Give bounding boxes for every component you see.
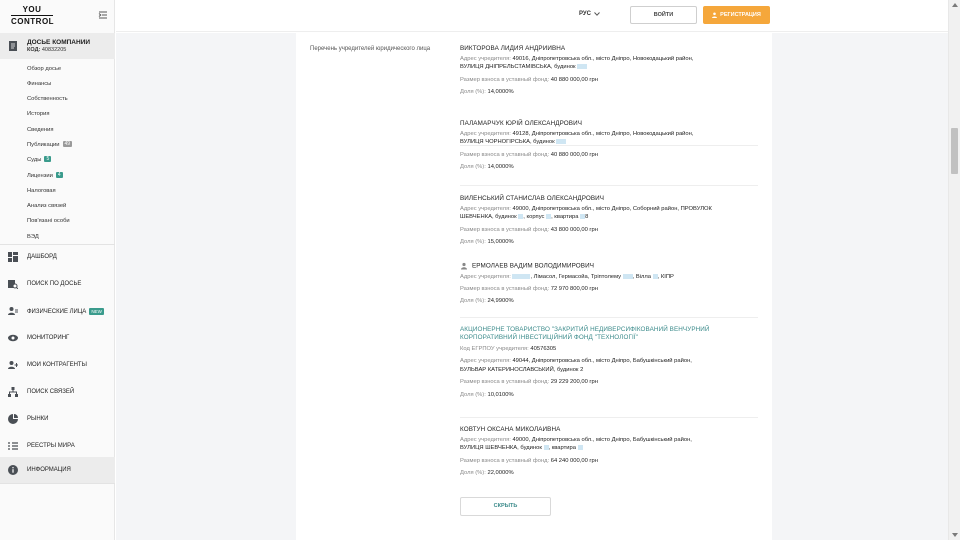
address-villa: , Вілла — [632, 273, 652, 280]
founder-contribution — [460, 226, 756, 234]
address-key: Адрес учредителя: — [460, 437, 511, 443]
founder-name: ЕРМОЛАЕВ ВАДИМ ВОЛОДИМИРОВИЧ — [472, 262, 595, 270]
founder-entry — [460, 120, 756, 172]
contribution-key: Размер взноса в уставный фонд: — [460, 151, 550, 158]
markets-icon — [8, 414, 18, 424]
connections-icon — [8, 387, 18, 397]
sidebar — [0, 0, 115, 540]
user-plus-icon — [712, 12, 718, 18]
sidebar-item-courts[interactable] — [27, 156, 51, 164]
address-line1: , Лімасол, Гермасойа, Тріптолему — [530, 273, 622, 280]
share-value: 14,0000% — [487, 164, 514, 171]
scrollbar-thumb[interactable] — [951, 128, 958, 174]
sidebar-divider — [0, 483, 115, 484]
founder-entry — [460, 262, 756, 306]
founder-address — [460, 357, 756, 365]
dashboard-icon — [8, 252, 18, 262]
address-line2: ВУЛИЦЯ ЧОРНОГІРСЬКА, будинок — [460, 139, 555, 146]
founder-name: ВИЛЕНСЬКИЙ СТАНИСЛАВ ОЛЕКСАНДРОВИЧ — [460, 195, 605, 202]
founder-entry — [460, 45, 756, 97]
founder-name: ВИКТОРОВА ЛИДИЯ АНДРИИВНА — [460, 45, 566, 52]
sidebar-item-persons[interactable] — [0, 298, 115, 324]
sidebar-item-information[interactable] — [0, 457, 115, 483]
collapse-menu-icon[interactable] — [98, 10, 108, 20]
founder-edrpou — [460, 345, 756, 353]
address-apartment: , квартира — [548, 445, 576, 452]
address-key: Адрес учредителя: — [460, 131, 511, 137]
top-header — [116, 0, 948, 32]
main-content — [116, 33, 948, 540]
address-line2: ВУЛИЦЯ ДНІПРЕЛЬСТАМІВСЬКА, будинок — [460, 64, 576, 71]
contractors-icon — [8, 360, 18, 370]
logo-line2: CONTROL — [11, 17, 55, 26]
address-line1: 49044, Дніпропетровська обл., місто Дніпро, Бабушкінський район, — [512, 358, 692, 365]
persons-icon — [8, 306, 18, 316]
dossier-code-value: 40832205 — [41, 47, 67, 53]
founder-address-2 — [460, 366, 756, 374]
address-line1: 49128, Дніпропетровська обл., місто Дніпро, Новокодацький район, — [512, 131, 694, 137]
share-key: Доля (%): — [460, 164, 486, 171]
hidden-value — [556, 139, 566, 144]
sidebar-item-ved[interactable]: ВЭД — [27, 234, 39, 240]
courts-count-badge: 5 — [46, 156, 50, 163]
contribution-key: Размер взноса в уставный фонд: — [460, 226, 550, 233]
founder-address-2 — [460, 444, 756, 452]
registries-icon — [8, 441, 18, 451]
publications-count-badge: 49 — [64, 141, 71, 148]
register-label: РЕГИСТРАЦИЯ — [720, 12, 761, 18]
contribution-key: Размер взноса в уставный фонд: — [460, 76, 550, 83]
address-key: Адрес учредителя: — [460, 206, 511, 212]
persons-label: ФИЗИЧЕСКИЕ ЛИЦА — [27, 309, 87, 316]
dossier-code-label: КОД: — [27, 47, 41, 53]
sidebar-item-property[interactable]: Собственность — [27, 96, 68, 102]
founder-share — [460, 297, 756, 305]
founder-share — [460, 163, 756, 171]
sidebar-item-label: ПОИСК СВЯЗЕЙ — [27, 389, 75, 395]
address-line2: ШЕВЧЕНКА, будинок — [460, 214, 517, 221]
sidebar-item-monitoring[interactable] — [0, 325, 115, 351]
founder-name: КОВТУН ОКСАНА МИКОЛАИВНА — [460, 426, 561, 433]
new-badge: NEW — [91, 309, 102, 314]
address-apartment: , квартира — [551, 214, 579, 221]
language-selector[interactable]: РУС — [579, 11, 591, 17]
founder-share — [460, 238, 756, 246]
founder-contribution — [460, 457, 756, 465]
founder-share — [460, 469, 756, 477]
founder-name-row — [460, 262, 756, 271]
founder-share — [460, 391, 756, 399]
founder-name: ПАЛАМАРЧУК ЮРІЙ ОЛЕКСАНДРОВИЧ — [460, 120, 583, 127]
sidebar-item-label: РЫНКИ — [27, 416, 49, 422]
founder-address — [460, 130, 756, 138]
founder-address-2 — [460, 213, 756, 221]
sidebar-item-label: РЕЕСТРЫ МИРА — [27, 443, 75, 449]
share-key: Доля (%): — [460, 391, 486, 398]
person-icon — [460, 262, 468, 270]
share-value: 24,9900% — [487, 298, 514, 305]
sidebar-dossier-header[interactable] — [0, 33, 115, 59]
scroll-down-arrow[interactable] — [952, 533, 958, 537]
edrpou-key: Код ЕГРПОУ учредителя: — [460, 346, 529, 352]
address-corpus: , корпус — [523, 214, 545, 221]
entry-divider — [460, 417, 758, 418]
sidebar-item-label: МОИ КОНТРАГЕНТЫ — [27, 362, 87, 368]
logo[interactable] — [11, 5, 53, 27]
sidebar-item-label: Лицензии — [27, 173, 53, 179]
sidebar-item-world-registries[interactable] — [0, 433, 115, 459]
contribution-value: 40 880 000,00 грн — [550, 76, 598, 83]
founder-contribution — [460, 76, 756, 84]
sidebar-item-history[interactable]: История — [27, 111, 50, 117]
logo-line1: YOU — [22, 5, 42, 14]
share-value: 14,0000% — [487, 89, 514, 96]
sidebar-item-link-analysis[interactable]: Анализ связей — [27, 203, 67, 209]
document-icon — [8, 40, 18, 52]
address-line1: 49016, Дніпропетровська обл., місто Дніпро, Новокодацький район, — [512, 56, 694, 62]
hidden-value — [512, 274, 530, 279]
share-value: 22,0000% — [487, 470, 514, 477]
hide-button[interactable]: СКРЫТЬ — [460, 497, 551, 516]
founder-address-2 — [460, 63, 756, 71]
founder-contribution — [460, 285, 756, 293]
dossier-code — [27, 47, 112, 54]
register-button[interactable] — [703, 6, 770, 24]
founder-contribution — [460, 378, 756, 386]
founder-contribution — [460, 151, 756, 159]
sidebar-item-overview[interactable]: Обзор досье — [27, 66, 62, 72]
sidebar-item-label: ПОИСК ПО ДОСЬЕ — [27, 281, 82, 287]
sidebar-item-contractors[interactable] — [0, 352, 115, 378]
address-apartment-no: 8 — [585, 214, 589, 221]
address-key: Адрес учредителя: — [460, 273, 511, 280]
founder-entry — [460, 195, 756, 247]
address-key: Адрес учредителя: — [460, 358, 511, 365]
address-line2: БУЛЬВАР КАТЕРИНОСЛАВСЬКИЙ, будинок 2 — [460, 366, 584, 373]
share-key: Доля (%): — [460, 89, 486, 96]
founders-card — [296, 33, 772, 540]
address-country: , КІПР — [657, 273, 674, 280]
sidebar-item-label: Публикации — [27, 142, 60, 148]
edrpou-value: 40576305 — [530, 346, 557, 352]
share-key: Доля (%): — [460, 298, 486, 305]
hidden-value — [577, 64, 587, 69]
sidebar-item-publications[interactable] — [27, 141, 72, 149]
sidebar-item-label: ИНФОРМАЦИЯ — [27, 467, 71, 473]
founder-address — [460, 273, 756, 281]
contribution-key: Размер взноса в уставный фонд: — [460, 457, 550, 464]
search-dossier-icon — [8, 279, 18, 289]
hidden-value — [578, 445, 583, 450]
info-icon — [8, 465, 18, 475]
contribution-value: 40 880 000,00 грн — [550, 151, 598, 158]
founder-address — [460, 436, 756, 444]
scroll-up-arrow[interactable] — [952, 3, 958, 7]
sidebar-item-label: Суды — [27, 157, 42, 163]
contribution-key: Размер взноса в уставный фонд: — [460, 379, 550, 386]
entry-divider — [460, 185, 758, 186]
company-name-line1: АКЦИОНЕРНЕ ТОВАРИСТВО "ЗАКРИТИЙ НЕДИВЕРСИФІКОВАНИЙ ВЕНЧУРНИЙ — [460, 326, 710, 333]
contribution-key: Размер взноса в уставный фонд: — [460, 286, 550, 293]
address-line2: ВУЛИЦЯ ШЕВЧЕНКА, будинок — [460, 445, 542, 452]
sidebar-item-markets[interactable] — [0, 406, 115, 432]
sidebar-item-label: ДАШБОРД — [27, 254, 57, 260]
sidebar-item-related-persons[interactable]: Пов'язані особи — [27, 218, 70, 224]
chevron-down-icon[interactable] — [594, 11, 600, 17]
founder-address-2 — [460, 138, 756, 146]
company-name-line2: КОРПОРАТИВНИЙ ІНВЕСТИЦІЙНИЙ ФОНД "ТЕХНОЛОГІЇ" — [460, 334, 638, 341]
sidebar-item-licenses[interactable] — [27, 172, 63, 180]
contribution-value: 72 970 800,00 грн — [550, 286, 598, 293]
sidebar-item-connections[interactable] — [0, 379, 115, 405]
founder-address — [460, 205, 756, 213]
address-line1: 49000, Дніпропетровська обл., місто Дніпро, Соборний район, ПРОВУЛОК — [512, 206, 712, 212]
sidebar-item-dashboard[interactable] — [0, 244, 115, 270]
contribution-value: 29 229 200,00 грн — [550, 379, 598, 386]
share-value: 10,0100% — [487, 391, 514, 398]
founder-share — [460, 88, 756, 96]
share-value: 15,0000% — [487, 239, 514, 246]
share-key: Доля (%): — [460, 239, 486, 246]
sidebar-item-tax[interactable]: Налоговая — [27, 188, 56, 194]
sidebar-item-info[interactable]: Сведения — [27, 127, 54, 133]
founder-address — [460, 55, 756, 63]
sidebar-item-finance[interactable]: Финансы — [27, 81, 52, 87]
contribution-value: 64 240 000,00 грн — [550, 457, 598, 464]
hidden-value — [623, 274, 633, 279]
licenses-count-badge: 4 — [57, 172, 61, 179]
page-scrollbar[interactable] — [948, 0, 960, 540]
founder-entry — [460, 426, 756, 478]
address-line1: 49000, Дніпропетровська обл., місто Дніпро, Бабушкінський район, — [512, 437, 692, 443]
dossier-title: ДОСЬЕ КОМПАНИИ — [27, 39, 91, 46]
contribution-value: 43 800 000,00 грн — [550, 226, 598, 233]
share-key: Доля (%): — [460, 470, 486, 477]
founders-section-label: Перечень учредителей юридического лица — [310, 46, 431, 52]
founder-company-link[interactable] — [460, 326, 756, 342]
sidebar-item-dossier-search[interactable] — [0, 271, 115, 297]
sidebar-item-label: МОНИТОРИНГ — [27, 335, 70, 341]
eye-icon — [8, 333, 18, 343]
address-key: Адрес учредителя: — [460, 56, 511, 62]
founder-entry — [460, 326, 756, 399]
login-button[interactable]: ВОЙТИ — [630, 6, 697, 24]
sidebar-item-label — [27, 308, 104, 315]
entry-divider — [460, 317, 758, 318]
